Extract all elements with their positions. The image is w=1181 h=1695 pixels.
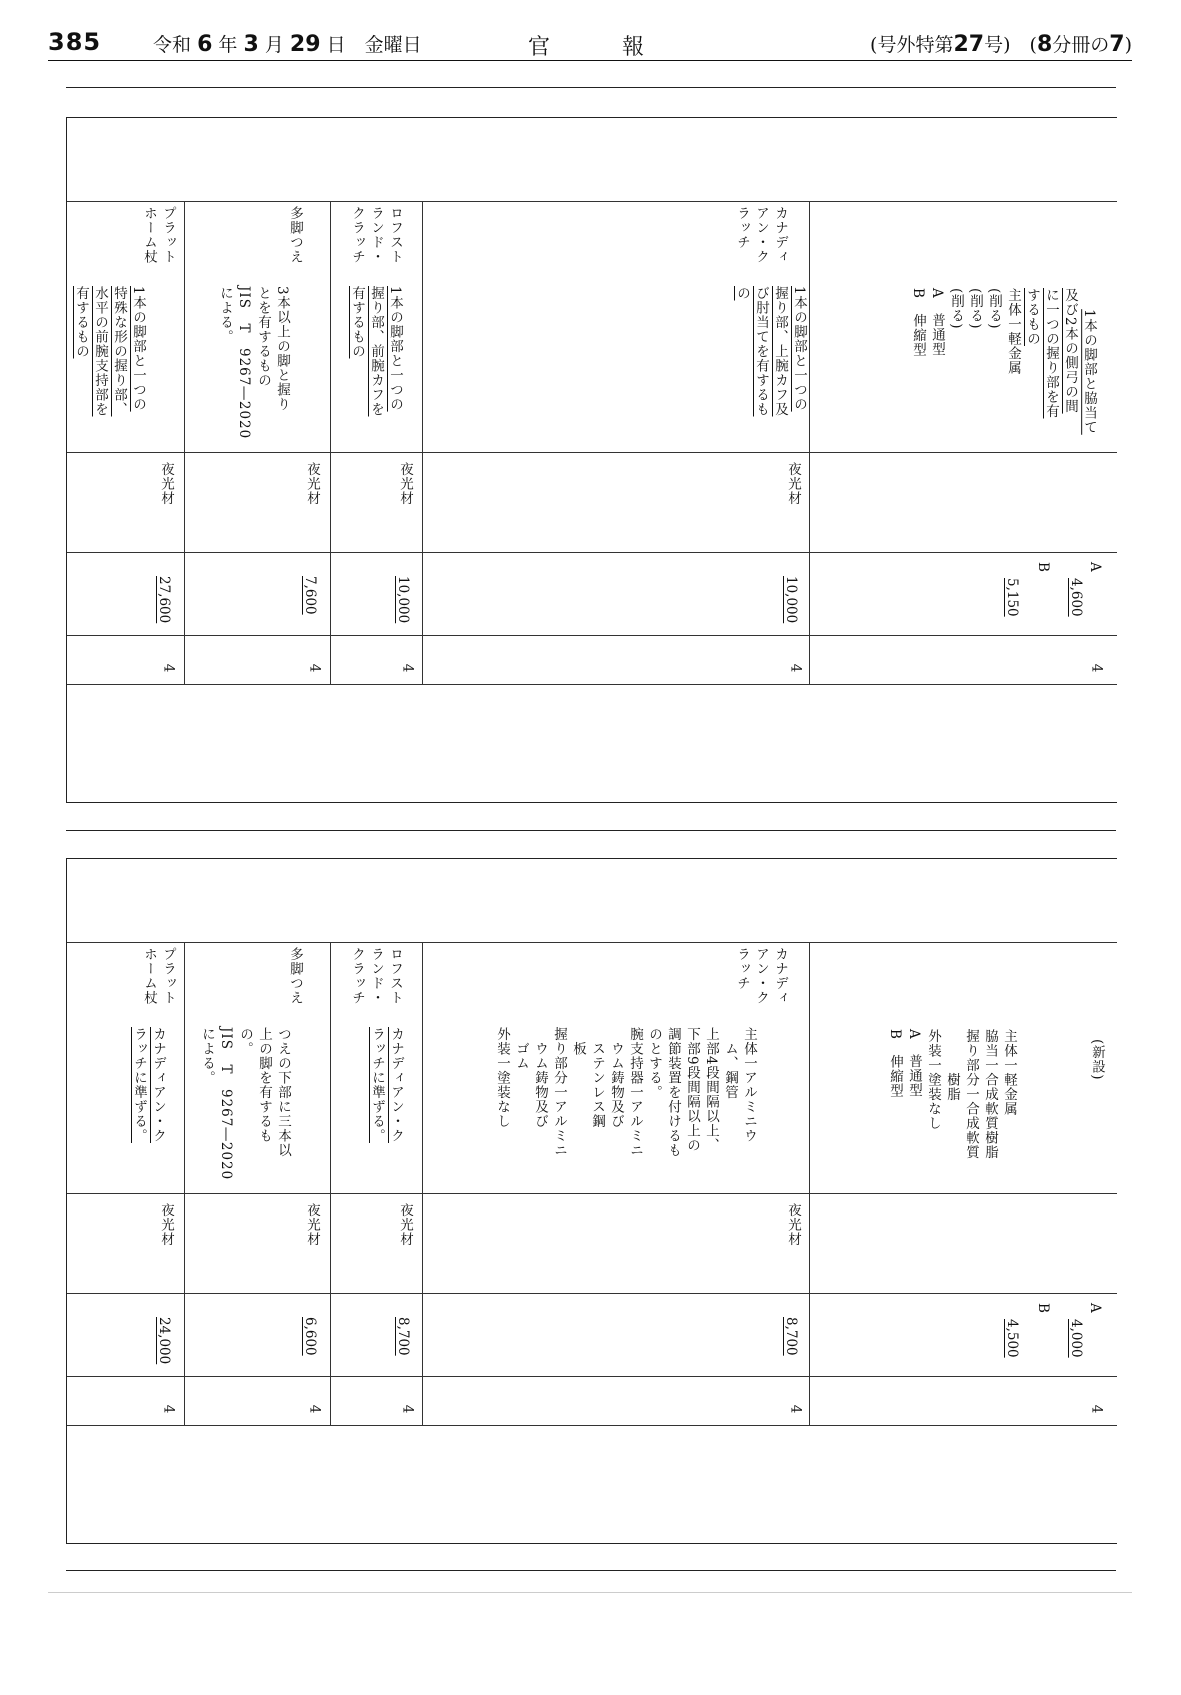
row1-b-label: B: [1035, 562, 1051, 572]
row3-name: ロフスト ランド・ クラッチ: [349, 206, 403, 264]
row5-grade: 4: [160, 1404, 177, 1414]
page-number: 385: [48, 28, 102, 56]
row1-description: 1本の脚部と脇当て 及び2本の側弓の間 に一つの握り部を有 するもの 主体一軽金属 (削る) (削る) (削る) A 普通型 B 伸縮型: [910, 288, 1097, 435]
row2-grade: 4: [787, 663, 804, 673]
row5-description: カナディアン・ク ラッチに準ずる。: [131, 1027, 166, 1143]
row1-description: 主体一軽金属 脇当一合成軟質樹脂 握り部分一合成軟質 樹脂 外装一塗装なし A 普通型 B 伸縮型: [887, 1029, 1017, 1160]
row5-name: プラット ホーム杖: [141, 947, 176, 1005]
row5-price: 27,600: [156, 576, 172, 624]
footer-rule: [48, 1592, 1132, 1593]
row4-price: 7,600: [302, 576, 318, 615]
page-header: [48, 26, 1132, 61]
row4-grade: 4: [306, 663, 323, 673]
row1-b-value: 5,150: [1004, 578, 1020, 617]
row1-grade: 4: [1088, 663, 1105, 673]
row2-name: カナディ アン・ク ラッチ: [734, 206, 788, 264]
row2-price: 8,700: [783, 1317, 799, 1356]
row4-name: 多脚つえ: [287, 206, 303, 264]
row2-name: カナディ アン・ク ラッチ: [734, 947, 788, 1005]
middle-rule: [66, 830, 1116, 831]
row1-b-label: B: [1035, 1303, 1051, 1313]
table-old: [66, 117, 1117, 803]
publication-title: 官報: [528, 35, 717, 60]
row1-a-label: A: [1087, 1303, 1103, 1313]
row4-name: 多脚つえ: [287, 947, 303, 1005]
row5-material: 夜光材: [158, 1203, 174, 1247]
row4-description: つえの下部に三本以 上の脚を有するも の。 JIS T 9267―2020 による。: [199, 1027, 291, 1181]
row4-price: 6,600: [302, 1317, 318, 1356]
row3-grade: 4: [399, 1404, 416, 1414]
row1-a-value: 4,000: [1068, 1319, 1084, 1358]
row3-description: 1本の脚部と一つの 握り部、前腕カフを 有するもの: [349, 286, 403, 417]
row5-grade: 4: [160, 663, 177, 673]
row4-description: 3本以上の脚と握り とを有するもの JIS T 9267―2020 による。: [217, 286, 290, 440]
row2-description: 主体一アルミニウ ム、鋼管 上部4段間隔以上、 下部9段間隔以上の 調節装置を付けるも のとする。 腕支持器一アルミニ ウム鋳物及び ステンレス鋼 板 握り部分一アルミニ ウム鋳物及び ゴム 外装一塗装なし: [494, 1027, 757, 1158]
table-new: [66, 858, 1117, 1544]
row2-material: 夜光材: [785, 1203, 801, 1247]
row3-grade: 4: [399, 663, 416, 673]
row2-description: 1本の脚部と一つの 握り部、上腕カフ及 び肘当てを有するも の: [734, 286, 807, 417]
row1-b-value: 4,500: [1004, 1319, 1020, 1358]
bottom-rule: [66, 1570, 1116, 1571]
row2-material: 夜光材: [785, 462, 801, 506]
row1-a-value: 4,600: [1068, 578, 1084, 617]
row2-price: 10,000: [783, 576, 799, 624]
issue-info: (号外特第27号) (8分冊の7): [870, 32, 1132, 57]
row4-material: 夜光材: [304, 462, 320, 506]
row1-new-label: (新設): [1089, 1039, 1105, 1081]
issue-date: 令和 6 年 3 月 29 日 金曜日: [153, 32, 422, 57]
row4-material: 夜光材: [304, 1203, 320, 1247]
row3-description: カナディアン・ク ラッチに準ずる。: [369, 1027, 404, 1143]
row3-price: 10,000: [395, 576, 411, 624]
row3-material: 夜光材: [397, 462, 413, 506]
row1-grade: 4: [1088, 1404, 1105, 1414]
row5-material: 夜光材: [158, 462, 174, 506]
row4-grade: 4: [306, 1404, 323, 1414]
row5-description: 1本の脚部と一つの 特殊な形の握り部、 水平の前腕支持部を 有するもの: [73, 286, 146, 417]
row1-a-label: A: [1087, 562, 1103, 572]
row3-price: 8,700: [395, 1317, 411, 1356]
row2-grade: 4: [787, 1404, 804, 1414]
row3-material: 夜光材: [397, 1203, 413, 1247]
row5-name: プラット ホーム杖: [141, 206, 176, 264]
top-rule: [66, 87, 1116, 88]
row3-name: ロフスト ランド・ クラッチ: [349, 947, 403, 1005]
row5-price: 24,000: [156, 1317, 172, 1365]
